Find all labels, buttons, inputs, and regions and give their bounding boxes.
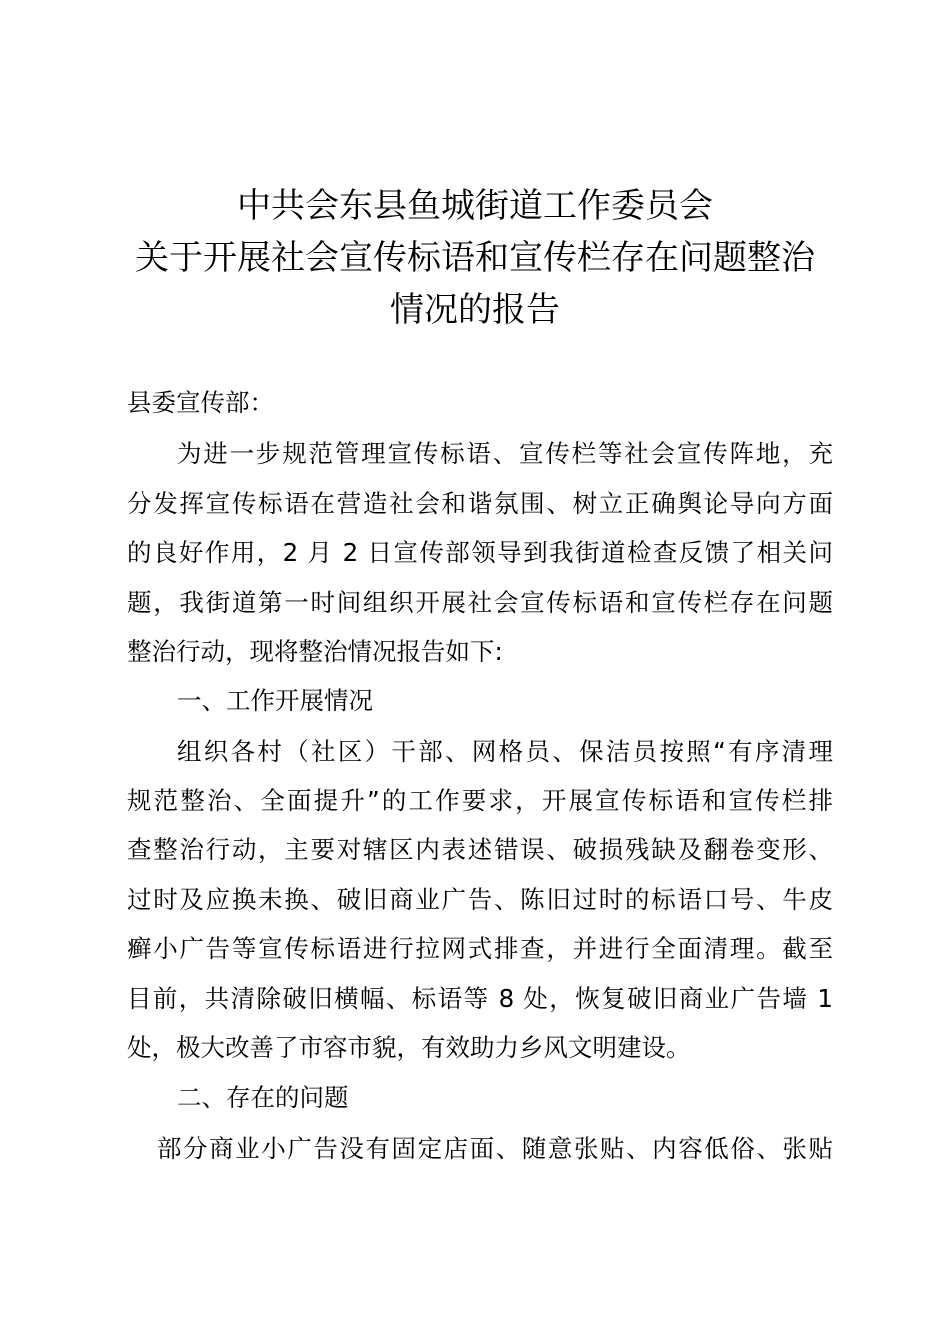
- paragraph-3-line-1: 部分商业小广告没有固定店面、随意张贴、内容低俗、张贴: [157, 1134, 833, 1163]
- section-2-heading: 二、存在的问题: [177, 1083, 349, 1112]
- paragraph-2-line-3: 查整治行动，主要对辖区内表述错误、破损残缺及翻卷变形、: [127, 835, 833, 864]
- paragraph-2-line-5: 癣小广告等宣传标语进行拉网式排查，并进行全面清理。截至: [127, 934, 833, 963]
- document-title-line-3: 情况的报告: [390, 290, 560, 330]
- paragraph-2-line-1: 组织各村（社区）干部、网格员、保洁员按照“有序清理: [177, 737, 833, 766]
- paragraph-1-line-1: 为进一步规范管理宣传标语、宣传栏等社会宣传阵地，充: [177, 439, 833, 468]
- section-1-heading: 一、工作开展情况: [177, 686, 373, 715]
- paragraph-1-line-4: 题，我街道第一时间组织开展社会宣传标语和宣传栏存在问题: [127, 588, 833, 617]
- paragraph-1-line-2: 分发挥宣传标语在营造社会和谐氛围、树立正确舆论导向方面: [127, 489, 833, 518]
- paragraph-2-line-2: 规范整治、全面提升”的工作要求，开展宣传标语和宣传栏排: [127, 786, 833, 815]
- paragraph-1-line-3: 的良好作用，2 月 2 日宣传部领导到我街道检查反馈了相关问: [127, 538, 833, 567]
- paragraph-2-line-4: 过时及应换未换、破旧商业广告、陈旧过时的标语口号、牛皮: [127, 885, 833, 914]
- document-title-line-1: 中共会东县鱼城街道工作委员会: [237, 186, 713, 226]
- paragraph-2-line-6: 目前，共清除破旧横幅、标语等 8 处，恢复破旧商业广告墙 1: [127, 984, 833, 1013]
- salutation: 县委宣传部：: [127, 388, 274, 417]
- paragraph-1-line-5: 整治行动，现将整治情况报告如下:: [127, 637, 503, 666]
- document-title-line-2: 关于开展社会宣传标语和宣传栏存在问题整治: [135, 238, 815, 278]
- paragraph-2-line-7: 处，极大改善了市容市貌，有效助力乡风文明建设。: [127, 1033, 691, 1062]
